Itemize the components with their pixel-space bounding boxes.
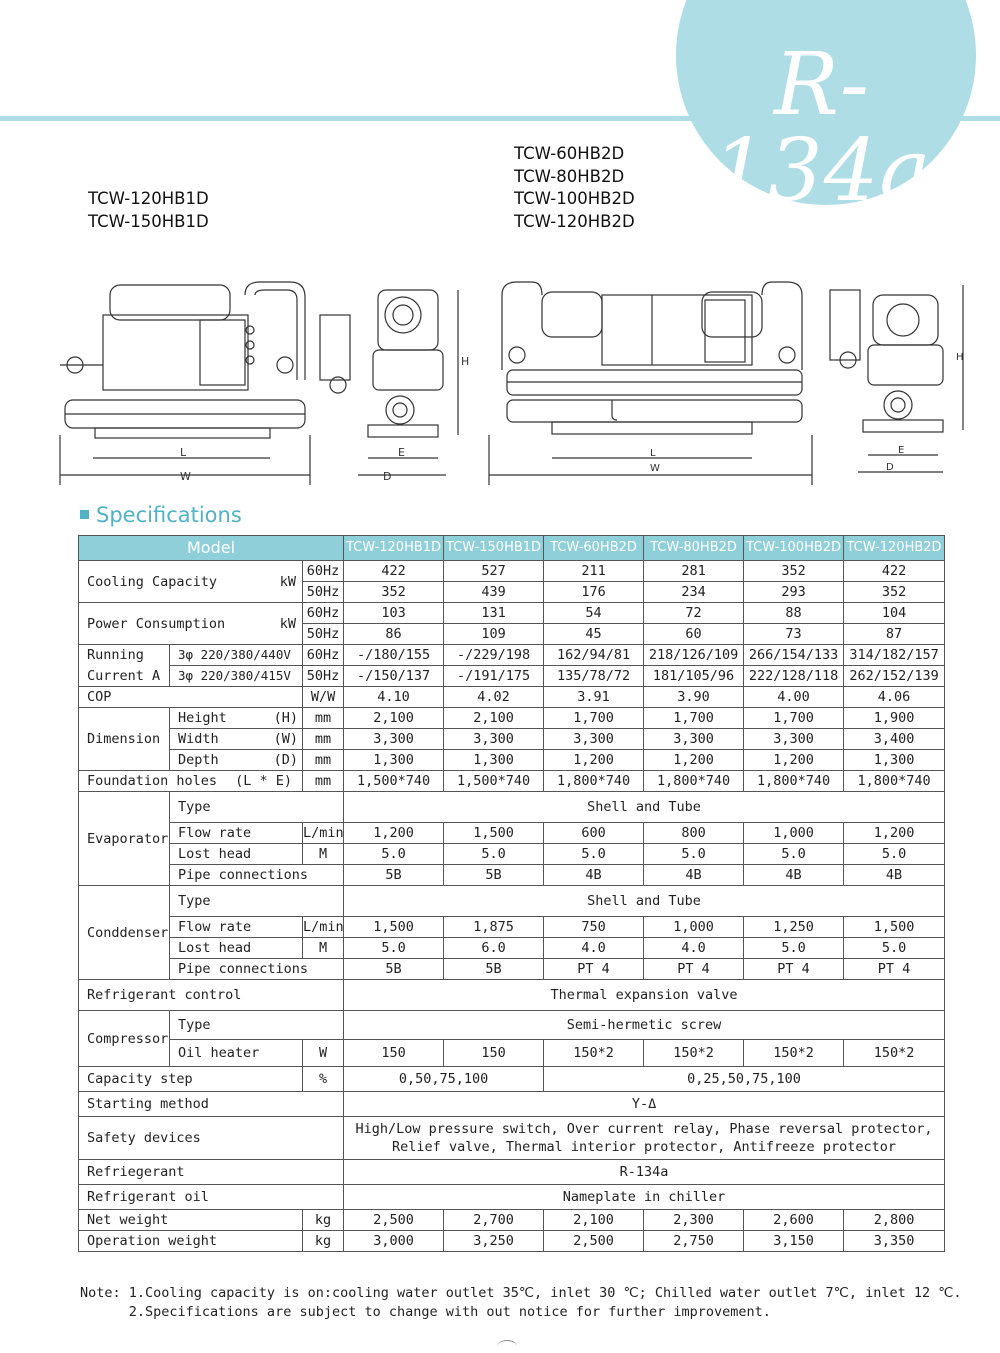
table-cell: 5.0 xyxy=(544,844,644,865)
table-cell: 211 xyxy=(544,561,644,582)
table-cell: 1,300 xyxy=(444,750,544,771)
blank-cell xyxy=(303,1011,344,1040)
table-cell: 3,300 xyxy=(644,729,744,750)
table-cell: 234 xyxy=(644,582,744,603)
row-label: Compressor xyxy=(79,1011,170,1067)
sub-label xyxy=(170,708,303,729)
table-row xyxy=(79,1231,945,1252)
dim-d-label: D xyxy=(383,470,392,483)
model-column-header: TCW-100HB2D xyxy=(744,536,844,561)
table-cell: 5B xyxy=(344,865,444,886)
refrigerant-title: R-134a xyxy=(712,35,932,221)
model-column-header: TCW-120HB2D xyxy=(844,536,945,561)
table-cell: 3.91 xyxy=(544,687,644,708)
code: (L * E) xyxy=(235,773,292,789)
row-label: Safety devices xyxy=(79,1117,344,1160)
sub-label: Lost head xyxy=(170,938,303,959)
table-cell: 2,500 xyxy=(344,1210,444,1231)
unit: mm xyxy=(303,750,344,771)
table-cell: 73 xyxy=(744,624,844,645)
table-cell: 4.02 xyxy=(444,687,544,708)
model-column-header: TCW-150HB1D xyxy=(444,536,544,561)
bullet-square-icon xyxy=(80,510,89,519)
table-cell: 3,300 xyxy=(344,729,444,750)
table-cell: 262/152/139 xyxy=(844,666,945,687)
dim-h-label: H xyxy=(461,355,470,368)
table-cell: Shell and Tube xyxy=(344,792,945,823)
table-cell: 222/128/118 xyxy=(744,666,844,687)
table-cell: -/180/155 xyxy=(344,645,444,666)
table-cell: -/150/137 xyxy=(344,666,444,687)
table-cell: 109 xyxy=(444,624,544,645)
table-cell: 2,100 xyxy=(344,708,444,729)
table-cell: 1,900 xyxy=(844,708,945,729)
table-cell: 266/154/133 xyxy=(744,645,844,666)
table-cell: 150*2 xyxy=(544,1040,644,1067)
dim-w-label: W xyxy=(650,463,660,474)
table-cell: 2,700 xyxy=(444,1210,544,1231)
table-cell: 314/182/157 xyxy=(844,645,945,666)
table-row xyxy=(79,1117,945,1160)
table-cell: 352 xyxy=(844,582,945,603)
table-cell: 4B xyxy=(544,865,644,886)
table-cell: 1,500 xyxy=(444,823,544,844)
table-cell: 150*2 xyxy=(844,1040,945,1067)
unit: L/min xyxy=(303,917,344,938)
row-label: Refriegerant xyxy=(79,1160,344,1185)
voltage: 3φ 220/380/415V xyxy=(170,666,303,687)
page-mark xyxy=(497,1340,517,1353)
table-cell: 54 xyxy=(544,603,644,624)
table-cell: 1,500 xyxy=(844,917,945,938)
table-cell: 1,500 xyxy=(344,917,444,938)
table-cell: 1,200 xyxy=(644,750,744,771)
table-cell: 1,300 xyxy=(844,750,945,771)
table-cell: 3.90 xyxy=(644,687,744,708)
table-cell: 3,350 xyxy=(844,1231,945,1252)
table-cell: 181/105/96 xyxy=(644,666,744,687)
table-cell: 135/78/72 xyxy=(544,666,644,687)
table-row xyxy=(79,561,945,582)
table-cell: 87 xyxy=(844,624,945,645)
table-header-row xyxy=(79,536,945,561)
voltage: 3φ 220/380/440V xyxy=(170,645,303,666)
table-cell: 527 xyxy=(444,561,544,582)
table-cell: 131 xyxy=(444,603,544,624)
table-cell: 3,300 xyxy=(544,729,644,750)
table-cell: 162/94/81 xyxy=(544,645,644,666)
table-cell: 176 xyxy=(544,582,644,603)
table-cell: 104 xyxy=(844,603,945,624)
row-label-text: Cooling Capacity xyxy=(87,573,218,590)
freq: 60Hz xyxy=(303,645,344,666)
model-header: Model xyxy=(79,536,344,561)
table-row xyxy=(79,844,945,865)
model-name: TCW-60HB2D xyxy=(514,144,625,163)
table-cell: -/191/175 xyxy=(444,666,544,687)
table-cell: 103 xyxy=(344,603,444,624)
table-cell: 3,000 xyxy=(344,1231,444,1252)
table-cell: 5.0 xyxy=(744,938,844,959)
table-cell: 1,200 xyxy=(744,750,844,771)
table-cell: 1,200 xyxy=(544,750,644,771)
table-row xyxy=(79,729,945,750)
row-label xyxy=(79,603,303,645)
safety-line: High/Low pressure switch, Over current relay, Phase reversal protector, xyxy=(355,1121,933,1137)
table-cell: 1,800*740 xyxy=(844,771,945,792)
sub-label: Flow rate xyxy=(170,823,303,844)
table-cell: 3,300 xyxy=(744,729,844,750)
table-cell: 4.10 xyxy=(344,687,444,708)
dim-e-label: E xyxy=(398,446,405,459)
unit: M xyxy=(303,844,344,865)
table-cell: 5.0 xyxy=(344,844,444,865)
table-cell: 3,250 xyxy=(444,1231,544,1252)
hb1d-side-drawing xyxy=(318,270,468,485)
table-cell: 4B xyxy=(744,865,844,886)
table-cell xyxy=(344,1117,945,1160)
note-line: Note: 1.Cooling capacity is on:cooling water outlet 35℃, inlet 30 ℃; Chilled water outlet 7℃, inlet 12 ℃. xyxy=(80,1285,962,1301)
row-label-text: Power Consumption xyxy=(87,615,226,632)
table-cell: 6.0 xyxy=(444,938,544,959)
table-cell: 2,750 xyxy=(644,1231,744,1252)
sub-label-text: Width xyxy=(178,731,219,747)
dim-w-label: W xyxy=(180,470,191,483)
dim-e-label: E xyxy=(898,445,905,456)
sub-label: Type xyxy=(170,1011,303,1040)
models-right-list xyxy=(514,143,635,233)
table-cell: 1,700 xyxy=(544,708,644,729)
table-cell: 1,800*740 xyxy=(544,771,644,792)
model-column-header: TCW-60HB2D xyxy=(544,536,644,561)
sub-label: Pipe connections xyxy=(170,959,344,980)
table-cell: 150*2 xyxy=(744,1040,844,1067)
dim-h-label: H xyxy=(956,352,964,363)
table-row xyxy=(79,1092,945,1117)
model-name: TCW-100HB2D xyxy=(514,189,635,208)
table-row xyxy=(79,708,945,729)
table-cell: 88 xyxy=(744,603,844,624)
table-cell: Y-Δ xyxy=(344,1092,945,1117)
table-row xyxy=(79,603,945,624)
row-label: Operation weight xyxy=(79,1231,303,1252)
table-cell: 2,800 xyxy=(844,1210,945,1231)
table-cell: 4.0 xyxy=(644,938,744,959)
row-label-text: Foundation holes xyxy=(87,773,218,789)
table-cell: 2,600 xyxy=(744,1210,844,1231)
table-cell: 1,700 xyxy=(644,708,744,729)
row-label xyxy=(79,771,303,792)
sub-label xyxy=(170,729,303,750)
table-row xyxy=(79,771,945,792)
freq: 60Hz xyxy=(303,603,344,624)
unit: % xyxy=(303,1067,344,1092)
table-cell: 45 xyxy=(544,624,644,645)
table-cell: 4.0 xyxy=(544,938,644,959)
table-row xyxy=(79,938,945,959)
model-name: TCW-80HB2D xyxy=(514,166,625,186)
table-cell: 750 xyxy=(544,917,644,938)
freq: 50Hz xyxy=(303,624,344,645)
table-row xyxy=(79,980,945,1011)
dim-d-label: D xyxy=(886,462,894,473)
table-cell: 5.0 xyxy=(444,844,544,865)
table-cell: 422 xyxy=(344,561,444,582)
row-label: Refrigerant control xyxy=(79,980,344,1011)
note-line: 2.Specifications are subject to change with out notice for further improvement. xyxy=(80,1304,771,1320)
blank-cell xyxy=(303,886,344,917)
table-cell: 2,100 xyxy=(544,1210,644,1231)
table-row xyxy=(79,886,945,917)
unit: W/W xyxy=(303,687,344,708)
table-cell: 150 xyxy=(444,1040,544,1067)
table-cell: Semi-hermetic screw xyxy=(344,1011,945,1040)
table-cell: 2,100 xyxy=(444,708,544,729)
table-cell: 1,000 xyxy=(644,917,744,938)
specifications-table xyxy=(78,535,945,1252)
table-cell: 3,300 xyxy=(444,729,544,750)
table-cell: 281 xyxy=(644,561,744,582)
table-cell: Shell and Tube xyxy=(344,886,945,917)
table-row xyxy=(79,865,945,886)
table-cell: PT 4 xyxy=(544,959,644,980)
table-cell: Thermal expansion valve xyxy=(344,980,945,1011)
table-cell: 800 xyxy=(644,823,744,844)
dim-l-label: L xyxy=(180,446,187,459)
hb2d-side-drawing xyxy=(828,270,978,485)
table-cell: 0,50,75,100 xyxy=(344,1067,544,1092)
unit: M xyxy=(303,938,344,959)
sub-label: Lost head xyxy=(170,844,303,865)
table-row xyxy=(79,1011,945,1040)
table-cell: 4.00 xyxy=(744,687,844,708)
unit: kW xyxy=(279,615,296,632)
table-row xyxy=(79,645,945,666)
table-cell: 1,800*740 xyxy=(744,771,844,792)
table-row xyxy=(79,666,945,687)
table-cell: 1,000 xyxy=(744,823,844,844)
table-row xyxy=(79,1040,945,1067)
unit: kg xyxy=(303,1231,344,1252)
table-cell: 218/126/109 xyxy=(644,645,744,666)
table-cell: PT 4 xyxy=(744,959,844,980)
unit: kg xyxy=(303,1210,344,1231)
row-label xyxy=(79,561,303,603)
models-left-list xyxy=(88,188,209,233)
table-cell: 1,200 xyxy=(344,823,444,844)
specifications-heading xyxy=(80,503,242,527)
table-cell: Nameplate in chiller xyxy=(344,1185,945,1210)
hb1d-front-drawing xyxy=(55,270,315,485)
unit: L/min xyxy=(303,823,344,844)
table-cell: 1,875 xyxy=(444,917,544,938)
row-label: Capacity step xyxy=(79,1067,303,1092)
sub-label: Oil heater xyxy=(170,1040,303,1067)
table-cell: 293 xyxy=(744,582,844,603)
table-cell: 0,25,50,75,100 xyxy=(544,1067,945,1092)
row-label: Evaporator xyxy=(79,792,170,886)
table-row xyxy=(79,823,945,844)
table-cell: 5.0 xyxy=(844,938,945,959)
model-name: TCW-120HB1D xyxy=(88,189,209,208)
freq: 50Hz xyxy=(303,582,344,603)
table-cell: 352 xyxy=(344,582,444,603)
table-cell: 4B xyxy=(844,865,945,886)
row-label: Conddenser xyxy=(79,886,170,980)
table-cell: 5.0 xyxy=(344,938,444,959)
table-row xyxy=(79,917,945,938)
row-label: Refrigerant oil xyxy=(79,1185,344,1210)
sub-label: Type xyxy=(170,886,303,917)
table-cell: 5B xyxy=(444,865,544,886)
model-column-header: TCW-80HB2D xyxy=(644,536,744,561)
table-row xyxy=(79,750,945,771)
table-row xyxy=(79,1210,945,1231)
code: (D) xyxy=(273,752,298,768)
table-row xyxy=(79,687,945,708)
table-cell: 2,500 xyxy=(544,1231,644,1252)
table-cell: 5.0 xyxy=(744,844,844,865)
table-cell: 150 xyxy=(344,1040,444,1067)
row-label: Starting method xyxy=(79,1092,344,1117)
table-cell: 60 xyxy=(644,624,744,645)
model-name: TCW-150HB1D xyxy=(88,211,209,231)
freq: 50Hz xyxy=(303,666,344,687)
unit: mm xyxy=(303,729,344,750)
table-cell: PT 4 xyxy=(644,959,744,980)
row-label: Dimension xyxy=(79,708,170,771)
sub-label: Pipe connections xyxy=(170,865,344,886)
table-row xyxy=(79,1160,945,1185)
row-label: COP xyxy=(79,687,303,708)
table-cell: -/229/198 xyxy=(444,645,544,666)
sub-label xyxy=(170,750,303,771)
table-cell: 5B xyxy=(444,959,544,980)
row-label: Current A xyxy=(79,666,170,687)
table-cell: 439 xyxy=(444,582,544,603)
table-cell: 3,150 xyxy=(744,1231,844,1252)
table-cell: 2,300 xyxy=(644,1210,744,1231)
table-cell: 422 xyxy=(844,561,945,582)
code: (H) xyxy=(273,710,298,726)
model-column-header: TCW-120HB1D xyxy=(344,536,444,561)
table-cell: R-134a xyxy=(344,1160,945,1185)
safety-line: Relief valve, Thermal interior protector, Antifreeze protector xyxy=(392,1139,896,1155)
blank-cell xyxy=(303,792,344,823)
table-cell: 5.0 xyxy=(644,844,744,865)
freq: 60Hz xyxy=(303,561,344,582)
table-cell: 5.0 xyxy=(844,844,945,865)
table-cell: 3,400 xyxy=(844,729,945,750)
unit: mm xyxy=(303,771,344,792)
table-cell: 352 xyxy=(744,561,844,582)
hb2d-front-drawing xyxy=(487,270,817,485)
section-title: Specifications xyxy=(96,503,242,527)
table-cell: 1,500*740 xyxy=(444,771,544,792)
unit: mm xyxy=(303,708,344,729)
table-cell: 1,700 xyxy=(744,708,844,729)
table-cell: 1,300 xyxy=(344,750,444,771)
table-row xyxy=(79,959,945,980)
table-cell: 1,800*740 xyxy=(644,771,744,792)
table-cell: 150*2 xyxy=(644,1040,744,1067)
table-row xyxy=(79,1067,945,1092)
table-cell: PT 4 xyxy=(844,959,945,980)
sub-label: Type xyxy=(170,792,303,823)
table-cell: 72 xyxy=(644,603,744,624)
table-cell: 1,500*740 xyxy=(344,771,444,792)
row-label: Net weight xyxy=(79,1210,303,1231)
unit: kW xyxy=(279,573,296,590)
table-cell: 4.06 xyxy=(844,687,945,708)
unit: W xyxy=(303,1040,344,1067)
table-cell: 1,250 xyxy=(744,917,844,938)
table-cell: 86 xyxy=(344,624,444,645)
table-cell: 1,200 xyxy=(844,823,945,844)
sub-label: Flow rate xyxy=(170,917,303,938)
sub-label-text: Height xyxy=(178,710,227,726)
table-cell: 600 xyxy=(544,823,644,844)
table-cell: 5B xyxy=(344,959,444,980)
sub-label-text: Depth xyxy=(178,752,219,768)
notes xyxy=(80,1284,962,1322)
model-name: TCW-120HB2D xyxy=(514,211,635,231)
table-row xyxy=(79,792,945,823)
dim-l-label: L xyxy=(650,448,656,459)
table-cell: 4B xyxy=(644,865,744,886)
row-label: Running xyxy=(79,645,170,666)
table-row xyxy=(79,1185,945,1210)
code: (W) xyxy=(273,731,298,747)
